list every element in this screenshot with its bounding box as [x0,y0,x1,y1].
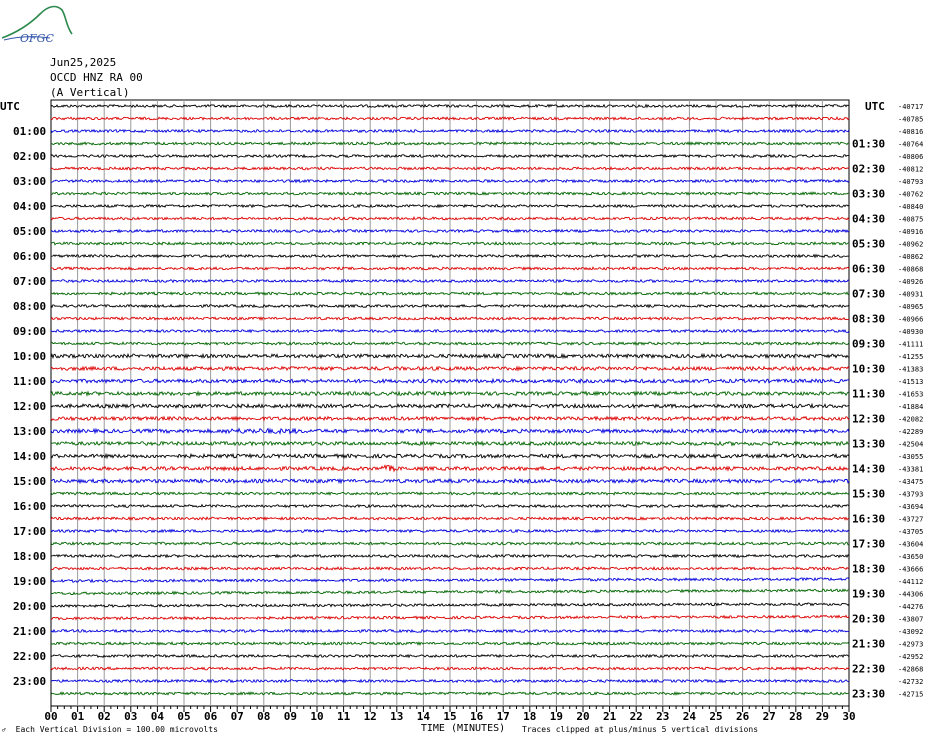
left-time-label: 08:00 [13,300,47,313]
component-label: (A Vertical) [50,86,130,99]
trace-offset-label: -40916 [898,228,924,236]
trace-offset-label: -42732 [898,678,924,686]
trace-offset-label: -41513 [898,378,924,386]
trace-offset-label: -41111 [898,340,924,349]
x-tick-label: 06 [203,710,218,723]
left-time-label: 09:00 [13,325,47,338]
right-time-label: 21:30 [852,637,886,651]
trace-offset-label: -40785 [898,115,924,124]
right-time-label: 08:30 [852,312,886,326]
x-tick-label: 05 [177,710,191,723]
trace-offset-label: -44112 [898,578,924,586]
trace-offset-label: -40875 [898,215,924,224]
x-tick-label: 22 [629,710,643,723]
trace-offset-label: -41884 [898,403,924,411]
trace-offset-label: -43604 [898,540,924,549]
right-time-label: 04:30 [852,212,886,226]
right-time-label: 09:30 [852,337,886,351]
left-time-label: 15:00 [13,475,47,488]
x-axis-label: TIME (MINUTES) [420,723,506,734]
right-time-label: 07:30 [852,287,886,301]
right-time-label: 12:30 [852,412,886,426]
trace-offset-label: -40764 [898,140,924,149]
right-time-label: 03:30 [852,187,886,201]
left-time-label: 23:00 [13,675,47,688]
trace-offset-label: -40965 [898,303,924,311]
right-time-label: 19:30 [852,587,886,601]
left-time-label: 04:00 [13,200,47,213]
right-time-label: 22:30 [852,662,886,676]
trace-offset-label: -40862 [898,253,924,261]
left-time-label: 10:00 [13,350,47,363]
right-time-label: 11:30 [852,387,886,401]
trace-offset-label: -43475 [898,478,924,486]
trace-offset-label: -40868 [898,265,924,274]
left-time-label: 11:00 [13,375,47,388]
utc-right-label: UTC [865,100,885,113]
left-time-label: 07:00 [13,275,47,288]
left-time-label: 12:00 [13,400,47,413]
date-label: Jun25,2025 [50,56,117,69]
x-tick-label: 04 [150,710,165,723]
x-tick-label: 28 [789,710,803,723]
x-tick-label: 13 [390,710,404,723]
trace-offset-label: -43807 [898,615,924,624]
x-tick-label: 27 [762,710,776,723]
trace-offset-label: -40816 [898,128,924,136]
left-time-label: 05:00 [13,225,47,238]
trace-offset-label: -43055 [898,453,924,461]
trace-offset-label: -40962 [898,240,924,249]
x-tick-label: 20 [576,710,590,723]
trace-offset-label: -40806 [898,153,924,161]
right-time-label: 14:30 [852,462,886,476]
right-time-label: 01:30 [852,137,886,151]
scale-note [2,725,218,734]
x-tick-label: 03 [124,710,138,723]
trace-offset-label: -42289 [898,428,924,436]
right-time-label: 02:30 [852,162,886,176]
x-tick-label: 07 [230,710,244,723]
left-time-label: 19:00 [13,575,47,588]
left-time-label: 02:00 [13,150,47,163]
x-tick-label: 29 [815,710,830,723]
trace-offset-label: -42973 [898,640,924,649]
trace-offset-label: -43381 [898,465,924,474]
left-time-label: 14:00 [13,450,47,463]
right-time-label: 18:30 [852,562,886,576]
trace-offset-label: -40717 [898,103,924,111]
x-tick-label: 30 [842,710,856,723]
x-tick-label: 19 [549,710,564,723]
trace-offset-label: -44306 [898,590,924,599]
x-tick-label: 08 [257,710,271,723]
x-tick-label: 11 [336,710,351,723]
x-tick-label: 02 [97,710,111,723]
trace-offset-label: -40840 [898,203,924,211]
trace-offset-label: -40930 [898,328,924,336]
trace-offset-label: -42952 [898,653,924,661]
x-tick-label: 23 [656,710,670,723]
left-time-label: 13:00 [13,425,47,438]
x-tick-label: 25 [709,710,723,723]
right-time-label: 17:30 [852,537,886,551]
left-time-label: 18:00 [13,550,47,563]
scale-note-text: Each Vertical Division = 100.00 microvolts [15,725,218,734]
trace-offset-label: -40926 [898,278,924,286]
trace-offset-label: -42715 [898,690,924,699]
corner-mark: ♂ [2,727,6,734]
trace-offset-label: -42504 [898,440,924,449]
x-tick-label: 01 [70,710,85,723]
left-time-label: 21:00 [13,625,47,638]
right-time-label: 23:30 [852,687,886,701]
trace-offset-label: -43666 [898,565,924,574]
x-tick-label: 17 [496,710,510,723]
x-tick-label: 21 [602,710,617,723]
trace-offset-label: -41383 [898,365,924,374]
x-tick-label: 10 [310,710,324,723]
trace-offset-label: -42082 [898,415,924,424]
right-time-label: 13:30 [852,437,886,451]
x-tick-label: 15 [443,710,457,723]
trace-offset-label: -40812 [898,165,924,174]
x-tick-label: 00 [44,710,58,723]
trace-offset-label: -43650 [898,553,924,561]
right-time-label: 05:30 [852,237,886,251]
left-time-label: 17:00 [13,525,47,538]
x-tick-label: 09 [283,710,298,723]
x-tick-label: 26 [735,710,750,723]
right-time-label: 20:30 [852,612,886,626]
left-time-label: 20:00 [13,600,47,613]
trace-offset-label: -43705 [898,528,924,536]
clip-note: Traces clipped at plus/minus 5 vertical divisions [522,725,759,734]
trace-offset-label: -44276 [898,603,924,611]
x-tick-label: 24 [682,710,697,723]
right-time-label: 16:30 [852,512,886,526]
trace-offset-label: -42868 [898,665,924,674]
trace-offset-label: -41653 [898,390,924,399]
x-tick-label: 16 [469,710,484,723]
right-time-label: 10:30 [852,362,886,376]
trace-offset-label: -43793 [898,490,924,499]
trace-offset-label: -43092 [898,628,924,636]
trace-offset-label: -40966 [898,315,924,324]
left-time-label: 22:00 [13,650,47,663]
trace-offset-label: -41255 [898,353,924,361]
right-time-label: 06:30 [852,262,886,276]
x-tick-label: 14 [416,710,431,723]
trace-offset-label: -43727 [898,515,924,524]
left-time-label: 16:00 [13,500,47,513]
station-label: OCCD HNZ RA 00 [50,71,143,84]
left-time-label: 03:00 [13,175,47,188]
logo-text: OFGC [20,32,54,44]
trace-offset-label: -40762 [898,190,924,199]
x-tick-label: 18 [523,710,537,723]
right-time-label: 15:30 [852,487,886,501]
utc-left-label: UTC [0,100,20,113]
trace-offset-label: -40793 [898,178,924,186]
left-time-label: 01:00 [13,125,47,138]
left-time-label: 06:00 [13,250,47,263]
trace-offset-label: -40931 [898,290,924,299]
x-tick-label: 12 [363,710,377,723]
trace-offset-label: -43694 [898,503,924,511]
